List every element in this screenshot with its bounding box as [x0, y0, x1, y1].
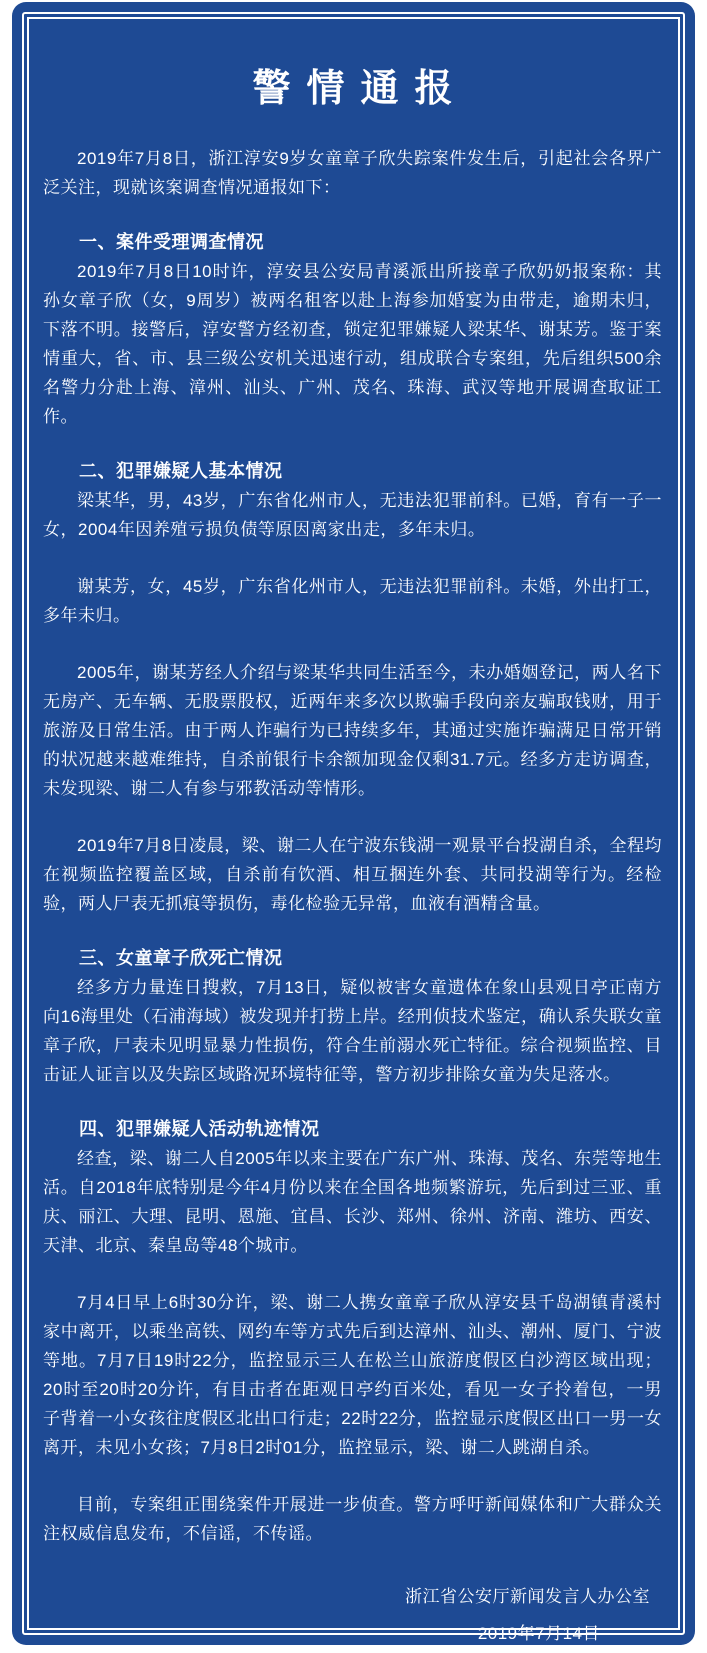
border-frame-inner [27, 17, 680, 1643]
section-4-heading: 四、犯罪嫌疑人活动轨迹情况 [79, 1119, 320, 1139]
issuing-office: 浙江省公安厅新闻发言人办公室 [405, 1587, 650, 1606]
section-2-heading: 二、犯罪嫌疑人基本情况 [79, 461, 283, 481]
section-2-paragraph-3: 2005年，谢某芳经人介绍与梁某华共同生活至今，未办婚姻登记，两人名下无房产、无车辆、无股票股权，近两年来多次以欺骗手段向亲友骗取钱财，用于旅游及日常生活。由于两人诈骗行为已持续多年，其通过实施诈骗满足日常开销的状况越来越难维持，自杀前银行卡余额加现金仅剩31.7元。经多方走访调查，未发现梁、谢二人有参与邪教活动等情形。 [43, 663, 662, 798]
intro-paragraph: 2019年7月8日，浙江淳安9岁女童章子欣失踪案件发生后，引起社会各界广泛关注，现就该案调查情况通报如下： [43, 149, 662, 197]
section-2-paragraph-1: 梁某华，男，43岁，广东省化州市人，无违法犯罪前科。已婚，育有一子一女，2004年因养殖亏损负债等原因离家出走，多年未归。 [43, 491, 662, 539]
border-frame-outer [22, 12, 685, 1643]
signature-block [43, 1582, 662, 1648]
section-4-paragraph-1: 经查，梁、谢二人自2005年以来主要在广东广州、珠海、茂名、东莞等地生活。自2018年底特别是今年4月份以来在全国各地频繁游玩，先后到过三亚、重庆、丽江、大理、昆明、恩施、宜昌、长沙、郑州、徐州、济南、潍坊、西安、天津、北京、秦皇岛等48个城市。 [43, 1149, 662, 1255]
section-1-heading: 一、案件受理调查情况 [79, 232, 264, 252]
notice-title: 警情通报 [252, 68, 469, 110]
notice-card [12, 2, 695, 1645]
section-4-paragraph-2: 7月4日早上6时30分许，梁、谢二人携女童章子欣从淳安县千岛湖镇青溪村家中离开，以乘坐高铁、网约车等方式先后到达漳州、汕头、潮州、厦门、宁波等地。7月7日19时22分，监控显示三人在松兰山旅游度假区白沙湾区域出现；20时至20时20分许，有目击者在距观日亭约百米处，看见一女子拎着包，一男子背着一小女孩往度假区北出口行走；22时22分，监控显示度假区出口一男一女离开，未见小女孩；7月8日2时01分，监控显示，梁、谢二人跳湖自杀。 [43, 1293, 662, 1457]
issue-date: 2019年7月14日 [477, 1624, 600, 1643]
section-3-paragraph-1: 经多方力量连日搜救，7月13日，疑似被害女童遗体在象山县观日亭正南方向16海里处（石浦海域）被发现并打捞上岸。经刑侦技术鉴定，确认系失联女童章子欣，尸表未见明显暴力性损伤，符合生前溺水死亡特征。综合视频监控、目击证人证言以及失踪区域路况环境特征等，警方初步排除女童为失足落水。 [43, 978, 662, 1084]
section-1-paragraph-1: 2019年7月8日10时许，淳安县公安局青溪派出所接章子欣奶奶报案称：其孙女章子欣（女，9周岁）被两名租客以赴上海参加婚宴为由带走，逾期未归，下落不明。接警后，淳安警方经初查，锁定犯罪嫌疑人梁某华、谢某芳。鉴于案情重大，省、市、县三级公安机关迅速行动，组成联合专案组，先后组织500余名警力分赴上海、漳州、汕头、广州、茂名、珠海、武汉等地开展调查取证工作。 [43, 262, 662, 426]
section-4-paragraph-3: 目前，专案组正围绕案件开展进一步侦查。警方呼吁新闻媒体和广大群众关注权威信息发布，不信谣，不传谣。 [43, 1495, 662, 1543]
section-2-paragraph-2: 谢某芳，女，45岁，广东省化州市人，无违法犯罪前科。未婚，外出打工，多年未归。 [43, 577, 662, 625]
section-3-heading: 三、女童章子欣死亡情况 [79, 948, 283, 968]
section-2-paragraph-4: 2019年7月8日凌晨，梁、谢二人在宁波东钱湖一观景平台投湖自杀，全程均在视频监控覆盖区域，自杀前有饮酒、相互捆连外套、共同投湖等行为。经检验，两人尸表无抓痕等损伤，毒化检验无异常，血液有酒精含量。 [43, 836, 662, 913]
